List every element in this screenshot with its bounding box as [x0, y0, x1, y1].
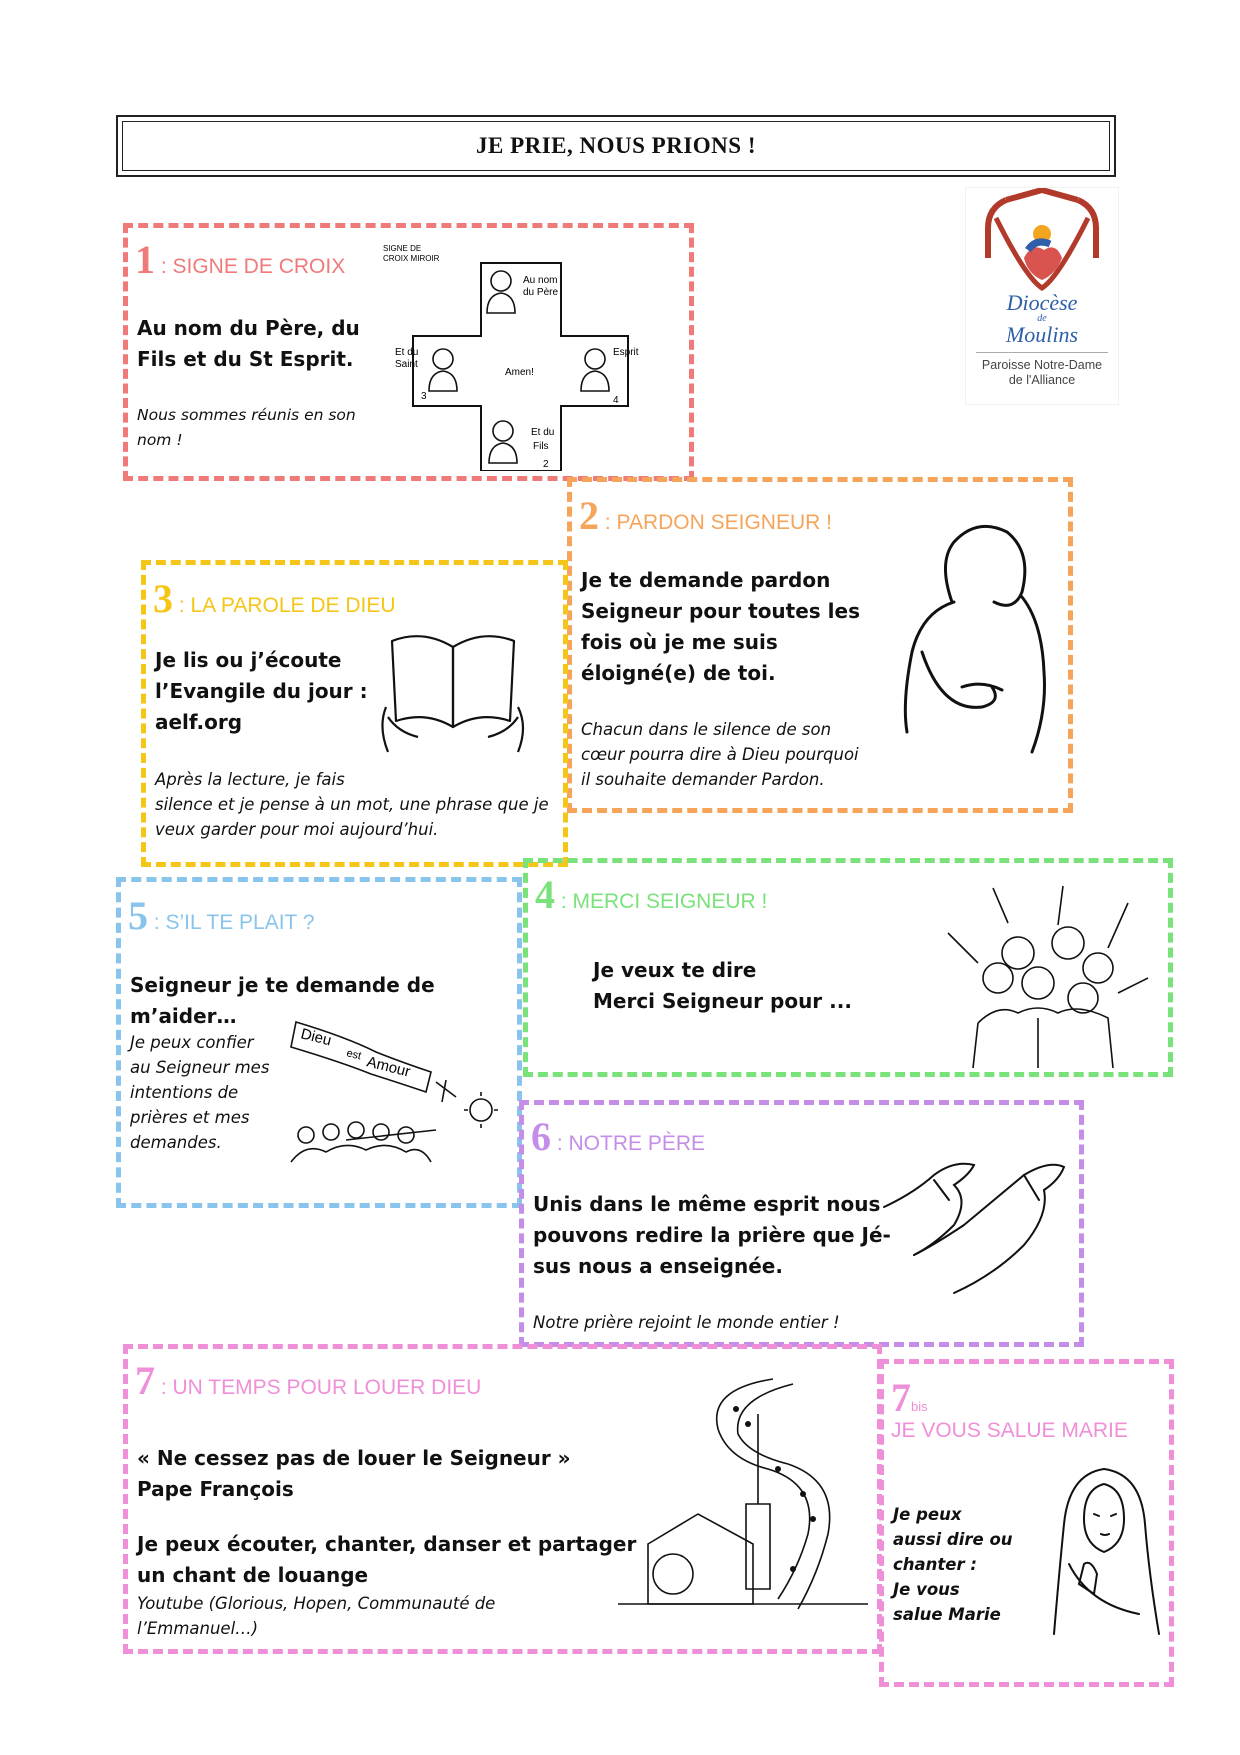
section-note: Après la lecture, je fais silence et je pense à un mot, une phrase que je veux garder pour moi aujourd’hui. — [155, 770, 549, 839]
svg-text:SIGNE DE: SIGNE DE — [383, 244, 422, 253]
section-heading: : LA PAROLE DE DIEU — [173, 594, 396, 617]
svg-text:Amen!: Amen! — [505, 367, 534, 378]
svg-text:3: 3 — [421, 391, 427, 402]
svg-text:Esprit: Esprit — [613, 347, 639, 358]
section-s-il-te-plait — [116, 877, 522, 1208]
section-heading: : PARDON SEIGNEUR ! — [599, 511, 832, 534]
svg-text:Fils: Fils — [533, 441, 549, 452]
title-box — [116, 115, 1116, 177]
section-number: 1 — [135, 237, 155, 282]
section-number: 3 — [153, 576, 173, 621]
cross-diagram-illustration — [383, 241, 683, 471]
page-title: JE PRIE, NOUS PRIONS ! — [122, 121, 1110, 171]
section-text: Je lis ou j’écoute l’Evangile du jour : aelf.org — [155, 648, 368, 734]
section-signe-de-croix — [123, 223, 694, 481]
diocese-logo — [966, 188, 1118, 404]
svg-text:Amour: Amour — [365, 1053, 413, 1081]
section-quote: « Ne cessez pas de louer le Seigneur » Pape François — [137, 1446, 571, 1501]
section-notre-pere — [519, 1100, 1084, 1347]
section-heading: JE VOUS SALUE MARIE — [891, 1419, 1128, 1442]
section-heading: : MERCI SEIGNEUR ! — [555, 890, 768, 913]
open-hands-illustration — [874, 1145, 1074, 1295]
svg-text:du Père: du Père — [523, 287, 559, 298]
svg-text:Au nom: Au nom — [523, 275, 558, 286]
section-text: Je veux te dire Merci Seigneur pour ... — [593, 958, 852, 1013]
svg-text:CROIX MIROIR: CROIX MIROIR — [383, 254, 440, 263]
section-text: Je peux aussi dire ou chanter : Je vous salue Marie — [893, 1505, 1013, 1624]
section-heading: : UN TEMPS POUR LOUER DIEU — [155, 1376, 482, 1399]
svg-text:Saint: Saint — [395, 359, 418, 370]
section-number: 2 — [579, 493, 599, 538]
section-note: Notre prière rejoint le monde entier ! — [533, 1313, 840, 1332]
section-text: Seigneur je te demande de m’aider… — [130, 973, 435, 1028]
section-heading: : SIGNE DE CROIX — [155, 255, 346, 278]
church-music-illustration — [618, 1369, 873, 1619]
section-number: 5 — [128, 893, 148, 938]
section-note: Je peux confier au Seigneur mes intentions de prières et mes demandes. — [130, 1033, 270, 1152]
section-note: Nous sommes réunis en son nom ! — [137, 406, 356, 449]
svg-text:Dieu: Dieu — [299, 1025, 334, 1050]
svg-text:4: 4 — [613, 395, 619, 406]
section-text: Je peux écouter, chanter, danser et partager un chant de louange — [137, 1532, 637, 1587]
section-louer-dieu — [123, 1344, 882, 1654]
virgin-mary-illustration — [1049, 1464, 1164, 1639]
section-text: Au nom du Père, du Fils et du St Esprit. — [137, 316, 360, 371]
section-text: Je te demande pardon Seigneur pour toutes les fois où je me suis éloigné(e) de toi. — [581, 568, 860, 685]
svg-text:Et du: Et du — [395, 347, 419, 358]
section-number: 7 — [891, 1375, 911, 1420]
praising-crowd-illustration — [938, 883, 1158, 1073]
svg-text:Et du: Et du — [531, 427, 555, 438]
section-text: Unis dans le même esprit nous pouvons redire la prière que Jé- sus nous a enseignée. — [533, 1192, 891, 1278]
logo-parish: Paroisse Notre-Dame de l'Alliance — [981, 358, 1103, 387]
section-number: 6 — [531, 1114, 551, 1159]
section-heading: : S’IL TE PLAIT ? — [148, 911, 315, 934]
section-number: 7 — [135, 1358, 155, 1403]
open-book-icon — [378, 627, 528, 757]
svg-text:est: est — [345, 1047, 363, 1063]
section-heading: : NOTRE PÈRE — [551, 1132, 706, 1155]
svg-text:2: 2 — [543, 459, 549, 470]
section-merci-seigneur — [523, 858, 1173, 1077]
section-note: Chacun dans le silence de son cœur pourra dire à Dieu pourquoi il souhaite demander Pardon. — [581, 720, 859, 789]
section-subscript: bis — [911, 1399, 928, 1414]
section-note: Youtube (Glorious, Hopen, Communauté de l’Emmanuel…) — [137, 1594, 496, 1638]
section-pardon-seigneur — [567, 477, 1073, 813]
section-parole-de-dieu — [141, 560, 568, 867]
praying-person-illustration — [882, 512, 1062, 762]
section-number: 4 — [535, 872, 555, 917]
prayer-banner-illustration — [286, 1012, 516, 1172]
section-je-vous-salue-marie — [879, 1359, 1174, 1687]
logo-name: Diocèse de Moulins — [1005, 290, 1079, 347]
